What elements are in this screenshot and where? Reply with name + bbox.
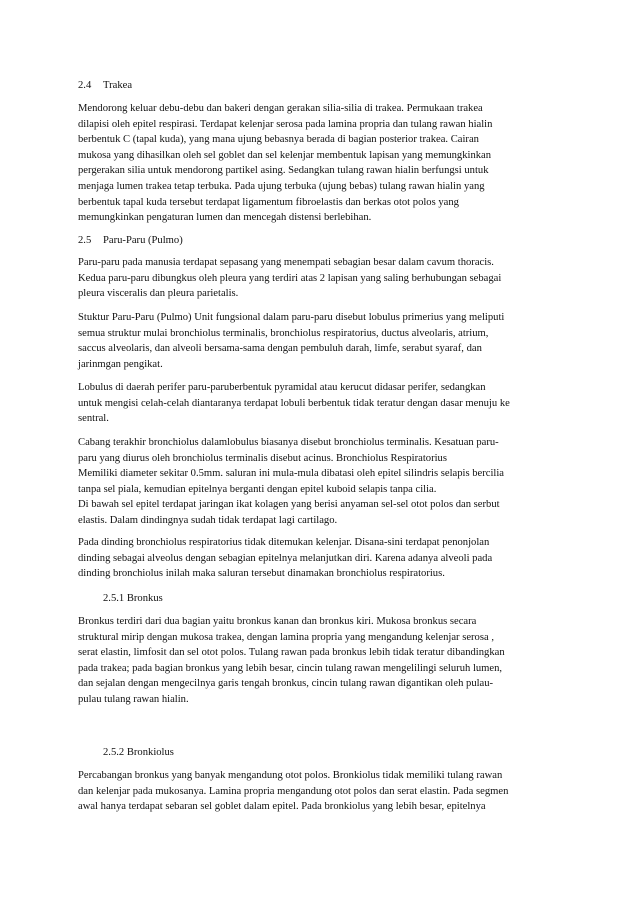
section-heading-trakea bbox=[78, 78, 548, 94]
text-line: dilapisi oleh epitel respirasi. Terdapat kelenjar serosa pada lamina propria dan tulang rawan hialin bbox=[78, 118, 493, 130]
text-line: menjaga lumen trakea tetap terbuka. Pada ujung terbuka (ujung bebas) tulang rawan hialin yang bbox=[78, 180, 485, 192]
section-heading-paru-paru bbox=[78, 233, 548, 249]
text-line: Di bawah sel epitel terdapat jaringan ikat kolagen yang berisi anyaman sel-sel otot polos dan serbut bbox=[78, 499, 500, 511]
text-line: berbentuk C (tapal kuda), yang mana ujung bebasnya berada di bagian posterior trakea. Cairan bbox=[78, 134, 479, 146]
text-line: awal hanya terdapat sebaran sel goblet dalam epitel. Pada bronkiolus yang lebih besar, epitelnya bbox=[78, 801, 486, 813]
section-number: 2.5 bbox=[78, 235, 92, 246]
text-line: mukosa yang dihasilkan oleh sel goblet dan sel kelenjar membentuk lapisan yang memungkinkan bbox=[78, 149, 492, 161]
subsection-heading-bronkiolus: 2.5.2 Bronkiolus bbox=[103, 747, 174, 758]
text-line: sentral. bbox=[78, 413, 109, 425]
text-line: saccus alveolaris, dan alveoli bersama-sama dengan pembuluh darah, limfe, serabut syaraf, dan bbox=[78, 343, 482, 355]
paragraph-lobulus bbox=[78, 380, 548, 427]
text-line: Mendorong keluar debu-debu dan bakeri dengan gerakan silia-silia di trakea. Permukaan trakea bbox=[78, 103, 483, 114]
paragraph-trakea bbox=[78, 101, 548, 226]
paragraph-bronkus bbox=[78, 614, 548, 708]
text-line: berbentuk tapal kuda tersebut terdapat ligamentum fibroelastis dan berkas otot polos yang bbox=[78, 196, 459, 208]
section-number: 2.4 bbox=[78, 80, 92, 91]
text-line: semua struktur mulai bronchiolus terminalis, bronchiolus respiratorius, ductus alveolaris, atrium, bbox=[78, 327, 489, 339]
text-line: Memiliki diameter sekitar 0.5mm. saluran ini mula-mula dibatasi oleh epitel silindris selapis bercilia bbox=[78, 468, 505, 480]
text-line: untuk mengisi celah-celah diantaranya terdapat lobuli berbentuk tidak teratur dengan dasar menuju ke bbox=[78, 397, 510, 409]
text-line: jarinmgan pengikat. bbox=[78, 358, 163, 370]
text-line: Stuktur Paru-Paru (Pulmo) Unit fungsional dalam paru-paru disebut lobulus primerius yang meliputi bbox=[78, 312, 505, 323]
section-title: Paru-Paru (Pulmo) bbox=[103, 235, 183, 246]
text-line: pada trakea; pada bagian bronkus yang lebih besar, cincin tulang rawan mengelilingi seluruh lumen, bbox=[78, 662, 503, 674]
text-line: paru yang diurus oleh bronchiolus terminalis disebut acinus. Bronchiolus Respiratorius bbox=[78, 452, 447, 464]
text-line: Pada dinding bronchiolus respiratorius tidak ditemukan kelenjar. Disana-sini terdapat penonjolan bbox=[78, 537, 490, 548]
paragraph-struktur-paru bbox=[78, 310, 548, 372]
text-line: Lobulus di daerah perifer paru-paruberbentuk pyramidal atau kerucut didasar perifer, sedangkan bbox=[78, 382, 486, 393]
subsection-heading-bronkus: 2.5.1 Bronkus bbox=[103, 593, 163, 604]
text-line: pleura visceralis dan pleura parietalis. bbox=[78, 288, 239, 300]
text-line: dan sejalan dengan mengecilnya garis tengah bronkus, cincin tulang rawan digantikan oleh pulau- bbox=[78, 678, 494, 690]
text-line: struktural mirip dengan mukosa trakea, dengan lamina propria yang mengandung kelenjar serosa , bbox=[78, 631, 494, 643]
paragraph-bronkiolus bbox=[78, 768, 548, 815]
text-line: Kedua paru-paru dibungkus oleh pleura yang terdiri atas 2 lapisan yang saling berhubungan sebagai bbox=[78, 272, 502, 284]
text-line: Bronkus terdiri dari dua bagian yaitu bronkus kanan dan bronkus kiri. Mukosa bronkus secara bbox=[78, 616, 477, 627]
text-line: Percabangan bronkus yang banyak mengandung otot polos. Bronkiolus tidak memiliki tulang rawan bbox=[78, 770, 503, 781]
text-line: serat elastin, limfosit dan sel otot polos. Tulang rawan pada bronkus lebih tidak teratur dibandingkan bbox=[78, 647, 505, 659]
text-line: pulau tulang rawan hialin. bbox=[78, 693, 189, 705]
paragraph-bronchiolus-respiratorius bbox=[78, 535, 548, 582]
text-line: tanpa sel piala, kemudian epitelnya berganti dengan epitel kuboid selapis tanpa cilia. bbox=[78, 483, 437, 495]
section-title: Trakea bbox=[103, 80, 133, 91]
paragraph-bronchiolus-terminalis bbox=[78, 435, 548, 529]
text-line: elastis. Dalam dindingnya sudah tidak terdapat lagi cartilago. bbox=[78, 514, 338, 526]
paragraph-paru-paru bbox=[78, 255, 548, 302]
text-line: dinding sebagai alveolus dengan sebagian epitelnya melanjutkan diri. Karena adanya alveoli pada bbox=[78, 552, 493, 564]
text-line: memungkinkan pengaturan lumen dan mencegah distensi berlebihan. bbox=[78, 212, 372, 224]
text-line: Cabang terakhir bronchiolus dalamlobulus biasanya disebut bronchiolus terminalis. Kesatuan paru- bbox=[78, 437, 499, 448]
text-line: pergerakan silia untuk mendorong partikel asing. Sedangkan tulang rawan hialin berfungsi untuk bbox=[78, 165, 489, 177]
text-line: dinding bronchiolus inilah maka saluran tersebut dinamakan bronchiolus respiratorius. bbox=[78, 568, 445, 580]
text-line: Paru-paru pada manusia terdapat sepasang yang menempati sebagian besar dalam cavum thoracis. bbox=[78, 257, 494, 268]
text-line: dan kelenjar pada mukosanya. Lamina propria mengandung otot polos dan serat elastin. Pada segmen bbox=[78, 785, 509, 797]
